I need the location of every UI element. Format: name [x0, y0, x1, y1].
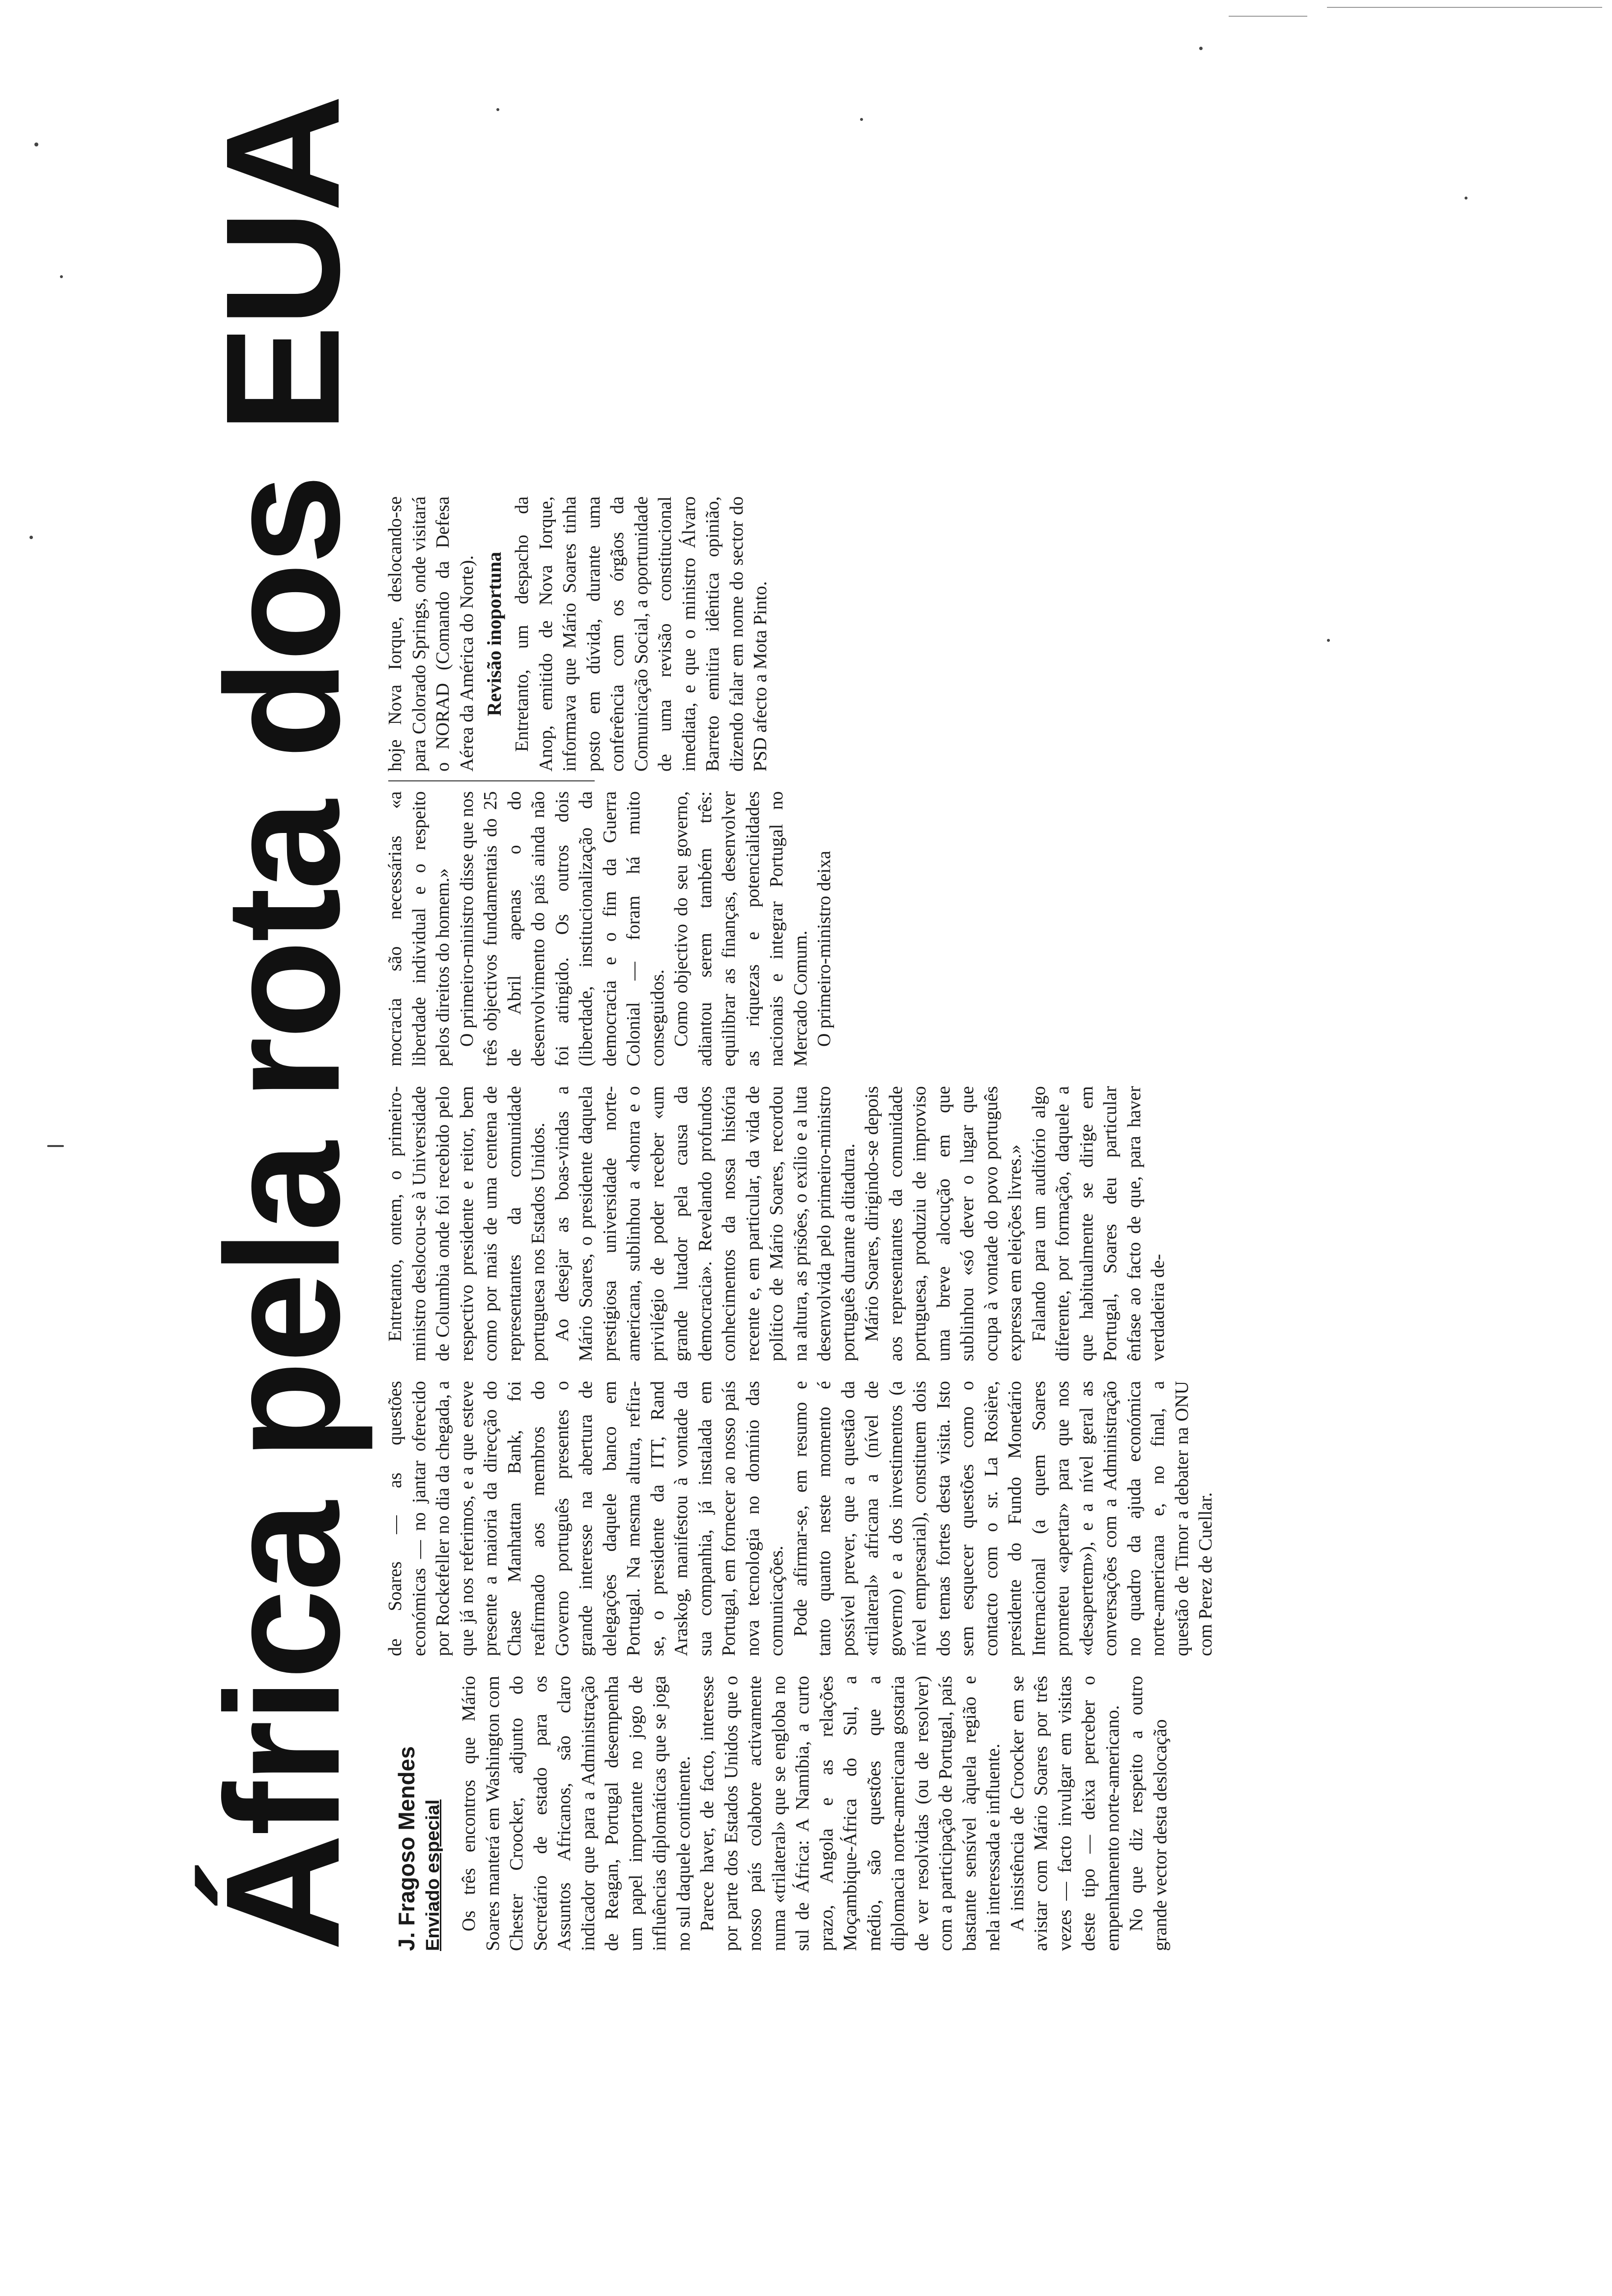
- article-column-1: [457, 1676, 1172, 1951]
- newspaper-clipping: [192, 96, 1216, 1971]
- scan-speck: [1199, 47, 1203, 50]
- paragraph: de Soares — as questões económicas — no jantar oferecido por Rockefeller no dia da chegada, a que já nos referimos, e a que esteve presente a maioria da direcção do Chase Manhattan Bank, foi reafirmado aos membros do Governo português presentes o grande interesse na abertura de delegações daquele banco em Portugal. Na mesma altura, refira-se, o presidente da ITT, Rand Araskog, manifestou à vontade da sua companhia, já instalada em Portugal, em fornecer ao nosso país nova tecnologia no domínio das comunicações.: [385, 1381, 787, 1656]
- article-column-3: [383, 1086, 1170, 1361]
- paragraph: A insistência de Croocker em se avistar com Mário Soares por três vezes — facto invulgar em visitas deste tipo — deixa perceber o empenhamento norte-americano.: [1007, 1676, 1123, 1951]
- paragraph: Entretanto, um despacho da Anop, emitido de Nova Iorque, informava que Mário Soares tinha posto em dúvida, durante uma conferência com os órgãos da Comunicação Social, a oportunidade de uma revisão constitucional imediata, e que o ministro Álvaro Barreto emitira idêntica opinião, dizendo falar em nome do sector do PSD afecto a Mota Pinto.: [512, 496, 771, 772]
- paragraph: Como objectivo do seu governo, adiantou serem também três: equilibrar as finanças, desenvolver as riquezas e potencialidades nacionais e integrar Portugal no Mercado Comum.: [671, 791, 811, 1066]
- paragraph: Mário Soares, dirigindo-se depois aos representantes da comunidade portuguesa, produziu de improviso uma breve alocução em que sublinhou «só dever o lugar que ocupa à vontade do povo português expressa em eleições livres.»: [862, 1086, 1025, 1361]
- scan-speck: [29, 536, 33, 539]
- paragraph: mocracia são necessárias «a liberdade individual e o respeito pelos direitos do homem.»: [385, 791, 453, 1066]
- scan-speck: [47, 1145, 64, 1147]
- article-column-2: [383, 1381, 1218, 1656]
- subheading: Revisão inoportuna: [483, 551, 505, 717]
- paragraph: Os três encontros que Mário Soares manterá em Washington com Chester Croocker, adjunto do Secretário de estado para os Assuntos Africanos, são claro indicador que para a Administração de Reagan, Portugal desempenha um papel importante no jogo de influências diplomáticas que se joga no sul daquele continente.: [459, 1676, 694, 1951]
- section-label: Enviado especial: [423, 1799, 443, 1951]
- paragraph: Falando para um auditório algo diferente, por formação, daquele a que habitualmente se dirige em Portugal, Soares deu particular ênfase ao facto de que, para haver verdadeira de-: [1028, 1086, 1168, 1361]
- paragraph: hoje Nova Iorque, deslocando-se para Colorado Springs, onde visitará o NORAD (Comando da Defesa Aérea da América do Norte).: [385, 496, 477, 772]
- article-column-4: [383, 791, 836, 1066]
- article-column-5: [383, 496, 773, 772]
- scan-speck: [34, 143, 38, 146]
- scan-edge-line: [1229, 16, 1307, 17]
- column-rule: [388, 780, 595, 781]
- scan-speck: [1327, 639, 1330, 642]
- paragraph: Pode afirmar-se, em resumo e tanto quanto neste momento é possível prever, que a questão da «trilateral» africana a (nível de governo) e a dos investimentos (a nível empresarial), constituem dois dos temas fortes desta visita. Isto sem esquecer questões como o contacto com o sr. La Rosière, presidente do Fundo Monetário Internacional (a quem Soares prometeu «apertar» para que nos «desapertem»), e a nível geral as conversações com a Administração no quadro da ajuda económica norte-americana e, no final, a questão de Timor a debater na ONU com Perez de Cuellar.: [790, 1381, 1216, 1656]
- paragraph: Ao desejar as boas-vindas a Mário Soares, o presidente daquela prestigiosa universidade norte-americana, sublinhou a «honra e o privilégio de poder receber «um grande lutador pela causa da democracia». Revelando profundos conhecimentos da nossa história recente e, em particular, da vida de político de Mário Soares, recordou na altura, as prisões, o exílio e a luta desenvolvida pelo primeiro-ministro português durante a ditadura.: [551, 1086, 859, 1361]
- scan-speck: [1465, 197, 1468, 200]
- author-name: J. Fragoso Mendes: [394, 1746, 419, 1951]
- paragraph: Entretanto, ontem, o primeiro-ministro deslocou-se à Universidade de Columbia onde foi recebido pelo respectivo presidente e reitor, bem como por mais de uma centena de representantes da comunidade portuguesa nos Estados Unidos.: [385, 1086, 548, 1361]
- scan-edge-line: [1327, 7, 1602, 8]
- paragraph: O primeiro-ministro deixa: [814, 851, 835, 1047]
- article-headline: África pela rota dos EUA: [192, 96, 373, 1951]
- byline: [393, 1676, 446, 1951]
- paragraph: O primeiro-ministro disse que nos três objectivos fundamentais do 25 de Abril apenas o do desenvolvimento do país ainda não foi atingido. Os outros dois (liberdade, institucionalização da democracia e o fim da Guerra Colonial — foram há muito conseguidos.: [456, 791, 668, 1066]
- paragraph: No que diz respeito a outro grande vector desta deslocação: [1126, 1676, 1171, 1951]
- scan-speck: [60, 275, 63, 278]
- paragraph: Parece haver, de facto, interesse por parte dos Estados Unidos que o nosso país colabore activamente numa «trilateral» que se engloba no sul de África: A Namíbia, a curto prazo, Angola e as relações Moçambique-África do Sul, a médio, são questões que a diplomacia norte-americana gostaria de ver resolvidas (ou de resolver) com a participação de Portugal, país bastante sensível àquela região e nela interessada e influente.: [697, 1676, 1004, 1951]
